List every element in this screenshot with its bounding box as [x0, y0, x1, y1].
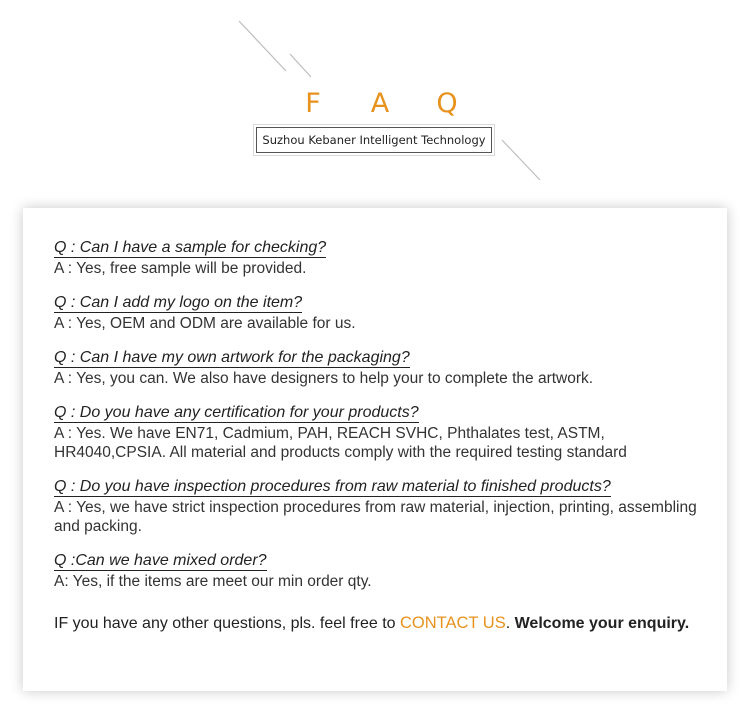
faq-question: Q : Do you have inspection procedures from raw material to finished products?	[54, 478, 611, 495]
page-title	[300, 86, 460, 120]
faq-item	[54, 239, 714, 278]
faq-answer: A : Yes, we have strict inspection procedures from raw material, injection, printing, assembling and packing.	[54, 499, 697, 535]
title-letter-q: Q	[436, 87, 458, 119]
title-letter-a: A	[370, 87, 390, 119]
title-letter-f: F	[305, 87, 321, 119]
closing-message	[54, 613, 714, 634]
faq-answer: A : Yes, OEM and ODM are available for us.	[54, 315, 356, 332]
faq-question: Q : Can I have my own artwork for the packaging?	[54, 349, 410, 366]
faq-answer: A : Yes, free sample will be provided.	[54, 260, 307, 277]
faq-answer: A: Yes, if the items are meet our min order qty.	[54, 573, 372, 590]
faq-answer: A : Yes, you can. We also have designers to help your to complete the artwork.	[54, 370, 594, 387]
faq-header	[0, 0, 750, 200]
closing-prefix: IF you have any other questions, pls. feel free to	[54, 615, 400, 632]
faq-question: Q : Can I have a sample for checking?	[54, 239, 327, 256]
faq-answer: A : Yes. We have EN71, Cadmium, PAH, REACH SVHC, Phthalates test, ASTM, HR4040,CPSIA. All material and products comply with the required testing standard	[54, 425, 627, 461]
company-name-label: Suzhou Kebaner Intelligent Technology	[256, 127, 492, 153]
faq-question: Q :Can we have mixed order?	[54, 552, 267, 569]
closing-separator: .	[505, 615, 515, 632]
faq-item	[54, 294, 714, 333]
faq-item	[54, 349, 714, 388]
decorative-line-left-short	[290, 54, 311, 77]
faq-question: Q : Do you have any certification for your products?	[54, 404, 419, 421]
faq-item	[54, 552, 714, 591]
welcome-text: Welcome your enquiry.	[514, 615, 690, 632]
faq-item	[54, 478, 714, 536]
faq-list	[54, 239, 714, 607]
decorative-line-right	[502, 140, 540, 180]
faq-question: Q : Can I add my logo on the item?	[54, 294, 303, 311]
faq-item	[54, 404, 714, 462]
faq-card	[23, 208, 727, 691]
decorative-line-left-long	[239, 21, 286, 71]
contact-us-link[interactable]: CONTACT US	[399, 614, 506, 632]
